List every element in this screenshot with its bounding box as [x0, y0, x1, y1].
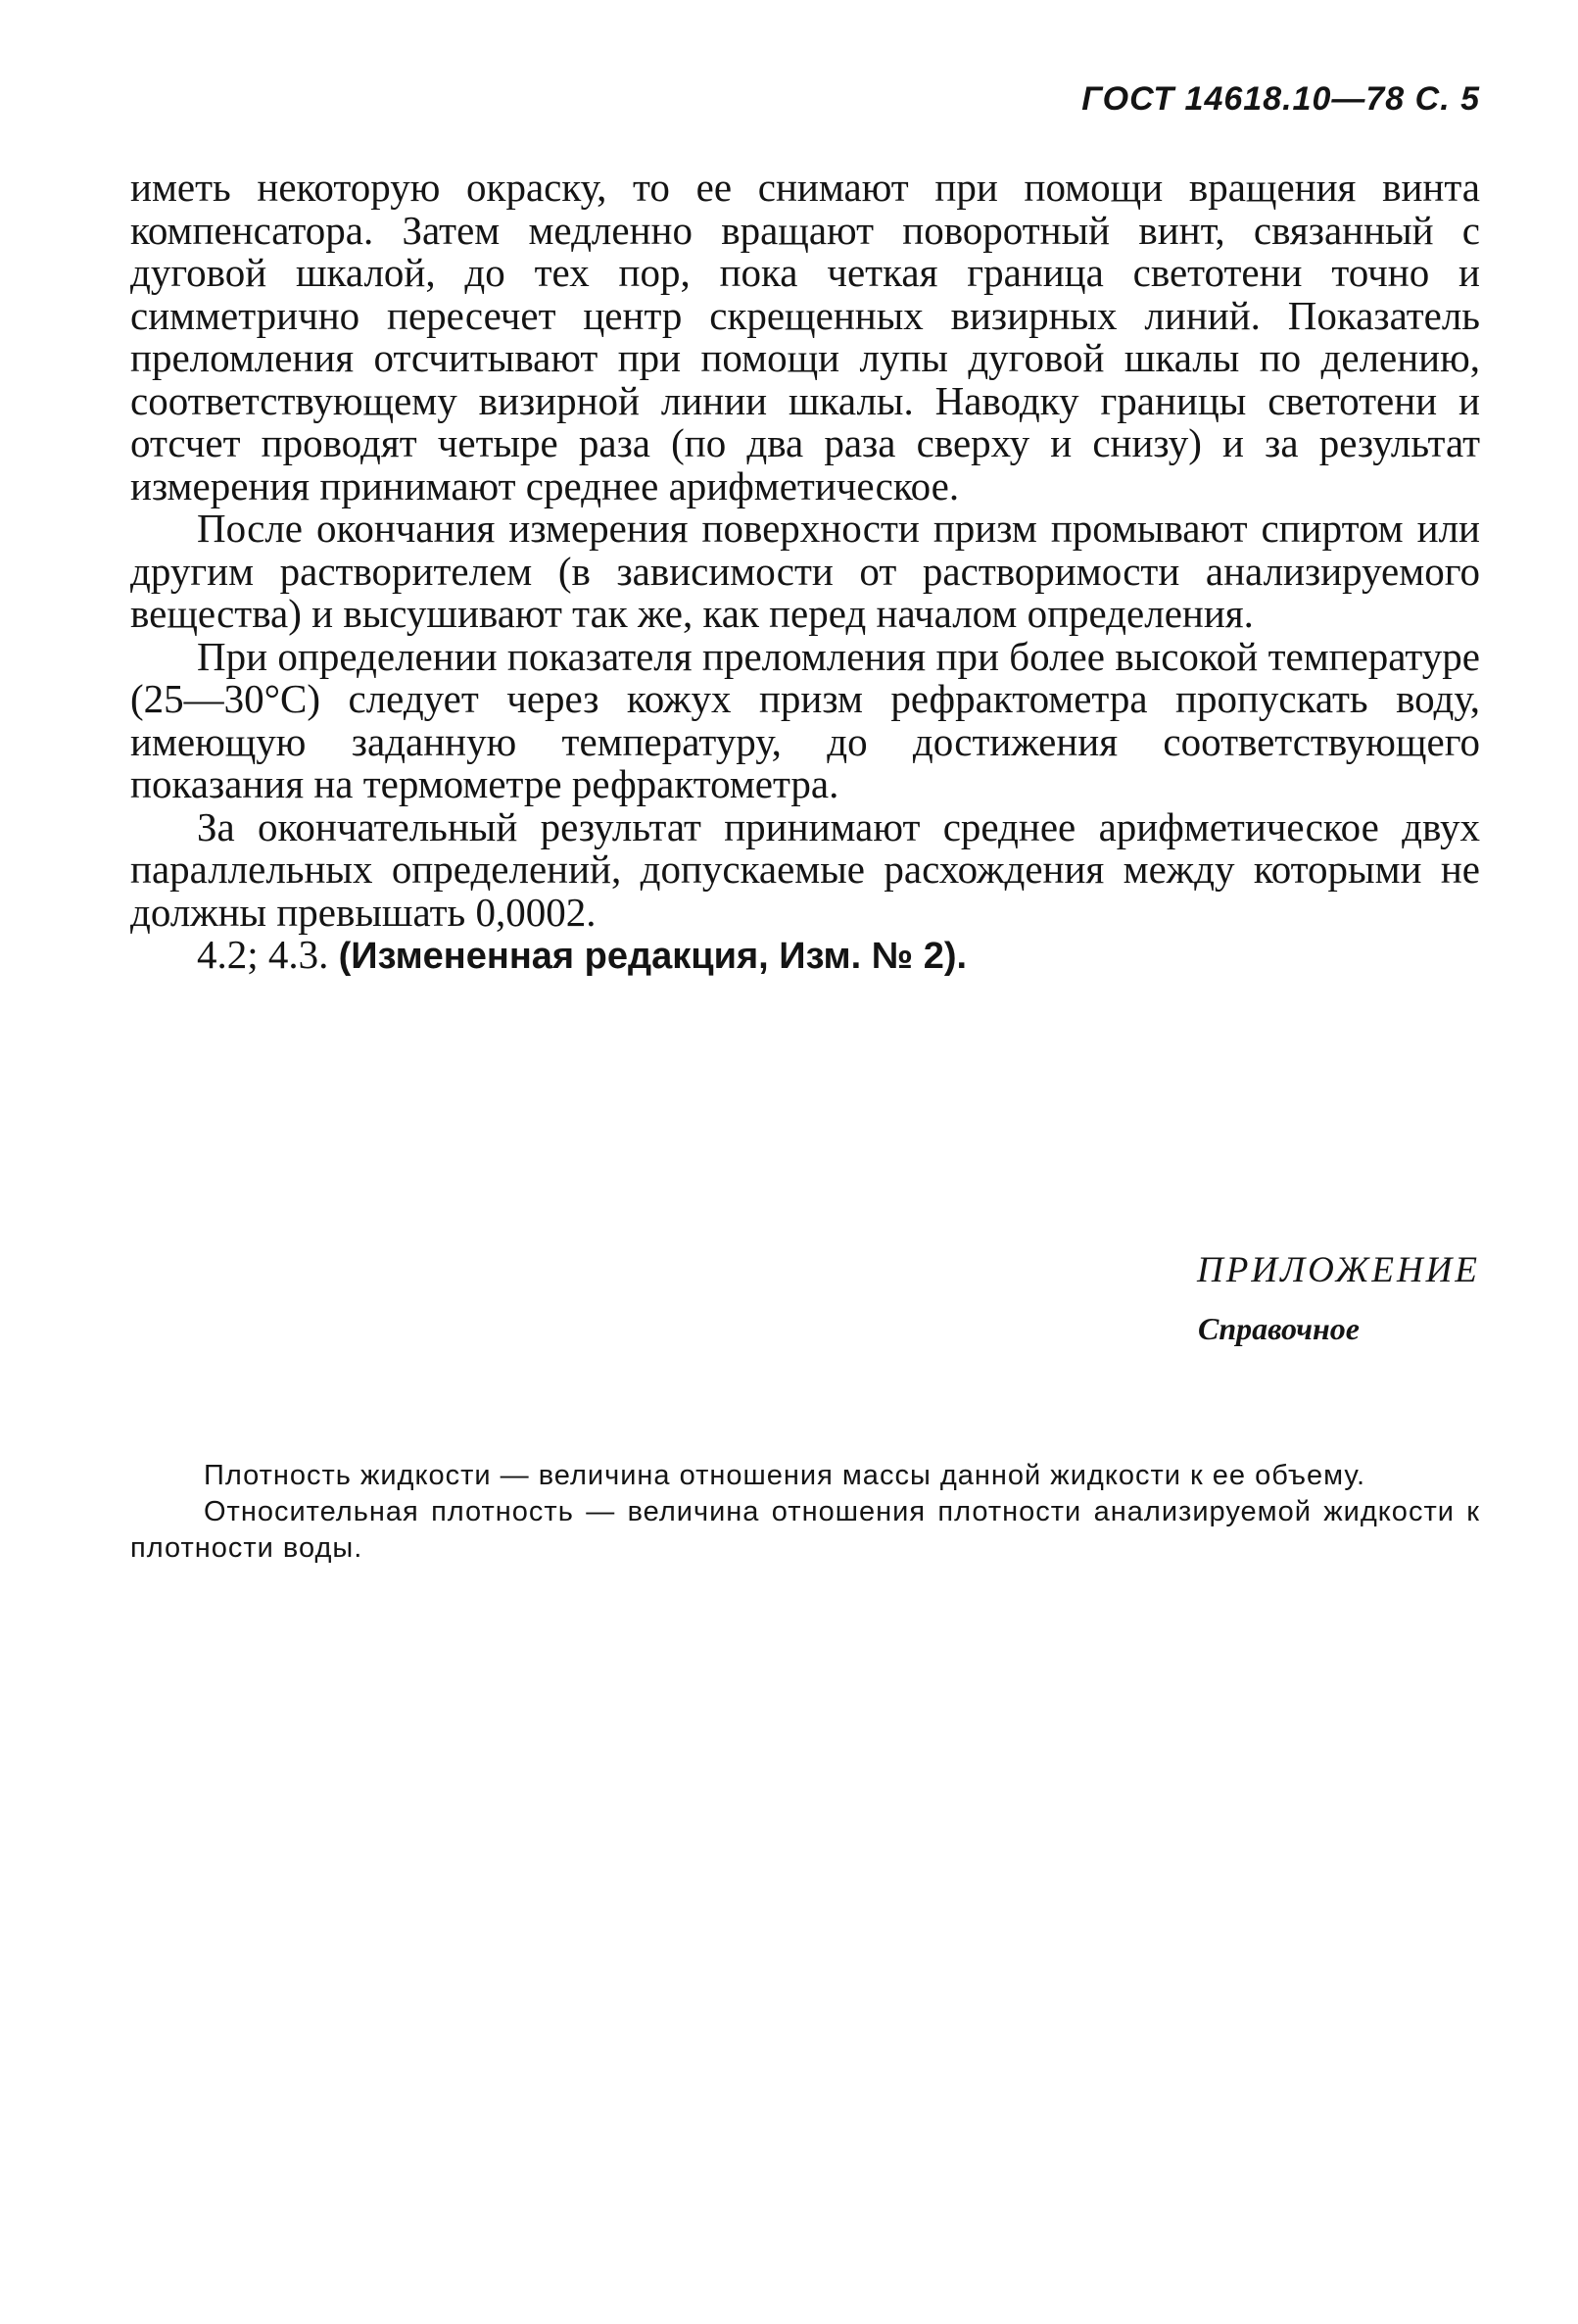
appendix-title: ПРИЛОЖЕНИЕ — [1197, 1250, 1480, 1290]
paragraph-prism-cleaning: После окончания измерения поверхности призм промывают спиртом или другим растворителем (в зависимости от растворимости анализируемого вещества) и высушивают так же, как перед началом определения. — [130, 506, 1480, 636]
paragraph-continuation: иметь некоторую окраску, то ее снимают при помощи вращения винта компенсатора. Затем медленно вращают поворотный винт, связанный с дуговой шкалой, до тех пор, пока четкая граница светотени точно и симметрично пересечет центр скрещенных визирных линий. Показатель преломления отсчитывают при помощи лупы дуговой шкалы по делению, соответствующему визирной линии шкалы. Наводку границы светотени и отсчет проводят четыре раза (по два раза сверху и снизу) и за результат измерения принимают среднее арифметическое. — [130, 165, 1480, 508]
paragraph-final-result: За окончательный результат принимают среднее арифметическое двух параллельных определений, допускаемые расхождения между которыми не должны превышать 0,0002. — [130, 803, 1480, 935]
main-text — [130, 167, 1480, 979]
paragraph-high-temperature: При определении показателя преломления при более высокой температуре (25—30°С) следует через кожух призм рефрактометра пропускать воду, имеющую заданную температуру, до достижения соответствующего показания на термометре рефрактометра. — [130, 633, 1480, 806]
definition-relative-density: Относительная плотность — величина отношения плотности анализируемой жидкости к плотности воды. — [130, 1496, 1480, 1564]
amendment-change: (Измененная редакция, Изм. № 2). — [338, 936, 968, 977]
running-header: ГОСТ 14618.10—78 С. 5 — [1081, 80, 1480, 118]
amendment-reference: 4.2; 4.3. — [197, 932, 329, 977]
amendment-note — [130, 934, 1480, 979]
appendix-definitions — [130, 1458, 1480, 1567]
appendix-subtitle: Справочное — [1198, 1311, 1360, 1346]
definition-density: Плотность жидкости — величина отношения массы данной жидкости к ее объему. — [204, 1460, 1366, 1491]
